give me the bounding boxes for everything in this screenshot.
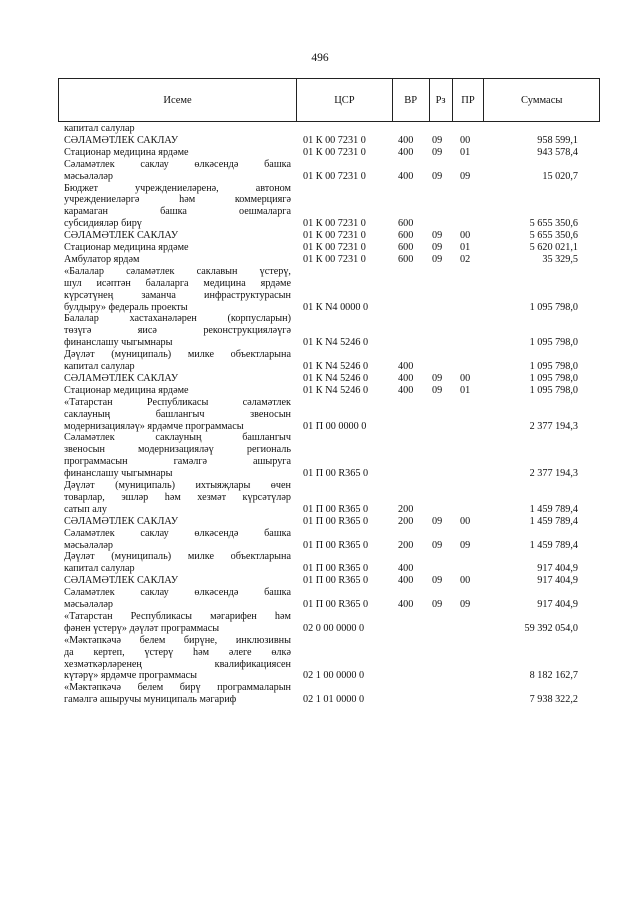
word: башлангыч	[155, 408, 205, 420]
row-vr: 200	[398, 539, 414, 551]
row-name-line: Стационар медицина ярдәме	[64, 146, 189, 158]
row-vr: 400	[398, 170, 414, 182]
row-rz: 09	[432, 134, 443, 146]
row-csr: 01 П 00 R365 0	[303, 599, 369, 610]
word: мәгарифен	[210, 610, 257, 622]
word: өлкә	[271, 646, 291, 658]
word: гамәлгә	[173, 456, 208, 468]
row-name-line	[64, 290, 291, 302]
row-pr: 01	[460, 384, 471, 396]
row-csr: 01 П 00 0000 0	[303, 420, 367, 432]
word: хезмәт	[197, 491, 227, 503]
word: өчен	[270, 480, 291, 491]
row-vr: 600	[398, 253, 414, 265]
word: кертеп,	[93, 646, 125, 658]
word: ашыруга	[253, 456, 291, 468]
word: үстерү,	[259, 265, 291, 277]
row-sum: 59 392 054,0	[524, 622, 578, 634]
word: шул	[64, 277, 82, 289]
row-name-line	[64, 313, 291, 325]
word: сәламәтлек	[242, 396, 291, 408]
row-name-line	[64, 528, 291, 540]
row-csr: 01 К N4 5246 0	[303, 337, 369, 349]
word: хастаханәләрен	[129, 313, 197, 325]
row-csr: 01 К 00 7231 0	[303, 230, 366, 242]
word: автоном	[255, 182, 291, 194]
header-vr: ВР	[393, 79, 430, 121]
row-vr: 400	[398, 599, 414, 610]
row-name-line: Стационар медицина ярдәме	[64, 242, 189, 253]
word: башка	[160, 206, 187, 218]
row-pr: 01	[460, 242, 471, 253]
word: башка	[264, 587, 291, 599]
row-csr: 01 К N4 0000 0	[303, 301, 369, 313]
row-csr: 02 1 01 0000 0	[303, 694, 365, 706]
word: өлкәсендә	[194, 158, 239, 170]
row-name-line: субсидияләр бирү	[64, 218, 142, 230]
row-csr: 01 К N4 5246 0	[303, 384, 369, 396]
row-name-line: СӘЛАМӘТЛЕК САКЛАУ	[64, 230, 179, 242]
word: һәм	[179, 194, 196, 206]
row-pr: 00	[460, 372, 471, 384]
row-sum: 1 095 798,0	[529, 372, 578, 384]
row-sum: 1 459 789,4	[529, 515, 578, 527]
word: өлкәсендә	[194, 587, 239, 599]
row-name-line: мәсьәләләр	[64, 539, 113, 551]
row-sum: 5 655 350,6	[529, 218, 578, 230]
word: Республикасы	[130, 610, 193, 622]
row-pr: 00	[460, 230, 471, 242]
word: квалификациясен	[214, 658, 291, 670]
row-name-line	[64, 159, 291, 171]
word: башка	[264, 527, 291, 539]
word: ихтыяҗлары	[195, 480, 251, 491]
header-sum: Суммасы	[520, 94, 563, 106]
row-vr: 400	[398, 361, 414, 372]
row-sum: 1 459 789,4	[529, 503, 578, 515]
row-csr: 01 П 00 R365 0	[303, 539, 369, 551]
row-name-line	[64, 647, 291, 659]
row-pr: 00	[460, 575, 471, 587]
row-name-line: модернизацияләү» ярдәмче программасы	[64, 420, 244, 432]
word: звеносын	[250, 408, 291, 420]
row-csr: 01 К 00 7231 0	[303, 218, 366, 230]
row-name-line: мәсьәләләр	[64, 170, 113, 182]
row-name-line	[64, 278, 291, 290]
row-name-line	[64, 587, 291, 599]
row-csr: 02 0 00 0000 0	[303, 622, 365, 634]
row-rz: 09	[432, 515, 443, 527]
row-name-line: капитал салулар	[64, 361, 135, 372]
row-vr: 400	[398, 384, 414, 396]
word: белем	[137, 682, 164, 694]
word: учреждениеләренә,	[134, 182, 219, 194]
word: яисә	[137, 325, 157, 337]
word: (корпусларын)	[227, 313, 291, 325]
row-name-line	[64, 397, 291, 409]
row-pr: 09	[460, 170, 471, 182]
row-name-line	[64, 611, 291, 623]
row-name-line	[64, 266, 291, 278]
row-sum: 917 404,9	[537, 575, 578, 587]
word: саклау	[140, 587, 169, 599]
row-name-line: капитал салулар	[64, 563, 135, 575]
word: программасын	[64, 456, 128, 468]
row-vr: 600	[398, 242, 414, 253]
word: инфраструктурасын	[204, 289, 291, 301]
row-csr: 01 П 00 R365 0	[303, 515, 369, 527]
word: саклау	[140, 527, 169, 539]
row-rz: 09	[432, 242, 443, 253]
word: эшләр	[121, 491, 149, 503]
row-pr: 09	[460, 539, 471, 551]
word: бирүне,	[183, 634, 218, 646]
row-pr: 00	[460, 134, 471, 146]
row-pr: 00	[460, 515, 471, 527]
row-name-line	[64, 432, 291, 444]
word: модернизацияләү	[137, 444, 214, 456]
word: оешмаларга	[239, 206, 291, 218]
row-csr: 02 1 00 0000 0	[303, 670, 365, 682]
row-sum: 917 404,9	[537, 599, 578, 610]
row-vr: 400	[398, 372, 414, 384]
row-rz: 09	[432, 575, 443, 587]
word: Сәламәтлек	[64, 158, 115, 170]
row-name-line	[64, 456, 291, 468]
row-name-line: финанслашу чыгымнары	[64, 337, 173, 349]
word: һәм	[164, 491, 181, 503]
row-name-line	[64, 194, 291, 206]
row-name-line	[64, 206, 291, 218]
word: (муниципаль)	[111, 349, 172, 361]
row-name-line: гамәлгә ашыручы муниципаль мәгариф	[64, 694, 237, 706]
word: әлеге	[228, 646, 252, 658]
row-name-line	[64, 551, 291, 563]
header-name: Исеме	[59, 79, 297, 121]
word: учреждениеләргә	[64, 194, 140, 206]
word: саклауның	[155, 432, 202, 444]
row-csr: 01 К 00 7231 0	[303, 134, 366, 146]
row-sum: 943 578,4	[537, 146, 578, 158]
word: милке	[187, 551, 215, 563]
row-pr: 02	[460, 253, 471, 265]
word: «Балалар	[64, 265, 104, 277]
row-vr: 400	[398, 575, 414, 587]
word: объектларына	[230, 551, 291, 563]
word: «Мәктәпкәчә	[64, 634, 122, 646]
header-pr: ПР	[453, 79, 485, 121]
word: Балалар	[64, 313, 99, 325]
word: заманча	[141, 289, 176, 301]
row-csr: 01 П 00 R365 0	[303, 503, 369, 515]
word: «Татарстан	[64, 396, 113, 408]
word: башлангыч	[242, 432, 291, 444]
row-csr: 01 К N4 5246 0	[303, 372, 369, 384]
row-name-line: сатып алу	[64, 503, 107, 515]
row-name-line: капитал салулар	[64, 123, 135, 134]
row-vr: 400	[398, 146, 414, 158]
row-rz: 09	[432, 384, 443, 396]
word: Республикасы	[146, 396, 209, 408]
row-csr: 01 П 00 R365 0	[303, 468, 369, 480]
row-name-line	[64, 183, 291, 195]
row-name-line: финанслашу чыгымнары	[64, 468, 173, 480]
row-name-line: күтәрү» ярдәмче программасы	[64, 670, 197, 682]
word: «Татарстан	[64, 610, 113, 622]
word: региональ	[246, 444, 291, 456]
row-name-line: СӘЛАМӘТЛЕК САКЛАУ	[64, 134, 179, 146]
row-csr: 01 К 00 7231 0	[303, 170, 366, 182]
row-sum: 35 329,5	[542, 253, 578, 265]
word: объектларына	[230, 349, 291, 361]
row-vr: 400	[398, 134, 414, 146]
word: Дәүләт	[64, 349, 95, 361]
row-vr: 200	[398, 515, 414, 527]
word: үстерү	[144, 646, 174, 658]
row-vr: 200	[398, 503, 414, 515]
word: төзүгә	[64, 325, 92, 337]
row-name-line	[64, 492, 291, 504]
row-csr: 01 П 00 R365 0	[303, 563, 369, 575]
word: милке	[187, 349, 215, 361]
word: карамаган	[64, 206, 108, 218]
row-sum: 15 020,7	[542, 170, 578, 182]
word: коммерциягә	[234, 194, 291, 206]
row-sum: 1 095 798,0	[529, 361, 578, 372]
row-sum: 5 655 350,6	[529, 230, 578, 242]
row-pr: 01	[460, 146, 471, 158]
word: Дәүләт	[64, 480, 95, 491]
row-rz: 09	[432, 170, 443, 182]
row-name-line: Амбулатор ярдәм	[64, 253, 140, 265]
word: ярдәме	[260, 277, 291, 289]
word: хезмәткәрләренең	[64, 658, 142, 670]
header-csr: ЦСР	[297, 79, 393, 121]
word: инклюзивны	[235, 634, 291, 646]
row-rz: 09	[432, 230, 443, 242]
row-sum: 7 938 322,2	[529, 694, 578, 706]
word: күрсәтүләр	[242, 491, 291, 503]
row-name-line	[64, 659, 291, 671]
row-name-line	[64, 349, 291, 361]
row-name-line	[64, 409, 291, 421]
word: өлкәсендә	[194, 527, 239, 539]
word: Сәламәтлек	[64, 527, 115, 539]
word: бирү	[179, 682, 201, 694]
word: һәм	[274, 610, 291, 622]
row-sum: 5 620 021,1	[529, 242, 578, 253]
word: белем	[139, 634, 166, 646]
word: Бюджет	[64, 182, 99, 194]
word: һәм	[193, 646, 210, 658]
row-name-line: фәнен үстерү» дәүләт программасы	[64, 622, 220, 634]
word: Сәламәтлек	[64, 432, 115, 444]
word: звеносын	[64, 444, 105, 456]
row-name-line	[64, 635, 291, 647]
row-rz: 09	[432, 599, 443, 610]
row-vr: 600	[398, 230, 414, 242]
row-csr: 01 П 00 R365 0	[303, 575, 369, 587]
row-name-line: Стационар медицина ярдәме	[64, 384, 189, 396]
row-rz: 09	[432, 372, 443, 384]
word: программаларын	[217, 682, 291, 694]
row-name-line: мәсьәләләр	[64, 599, 113, 610]
row-csr: 01 К N4 5246 0	[303, 361, 369, 372]
word: саклавын	[196, 265, 238, 277]
row-name-line: СӘЛАМӘТЛЕК САКЛАУ	[64, 575, 179, 587]
row-csr: 01 К 00 7231 0	[303, 253, 366, 265]
word: саклау	[140, 158, 169, 170]
row-name-line	[64, 444, 291, 456]
word: Дәүләт	[64, 551, 95, 563]
row-sum: 1 095 798,0	[529, 384, 578, 396]
page-number: 496	[311, 52, 329, 64]
row-rz: 09	[432, 539, 443, 551]
word: сәламәтлек	[126, 265, 175, 277]
word: «Мәктәпкәчә	[64, 682, 122, 694]
row-sum: 1 095 798,0	[529, 301, 578, 313]
word: башка	[264, 158, 291, 170]
row-sum: 917 404,9	[537, 563, 578, 575]
word: (муниципаль)	[115, 480, 176, 491]
row-pr: 09	[460, 599, 471, 610]
row-name-line	[64, 682, 291, 694]
header-rz: Рз	[430, 79, 453, 121]
row-vr: 600	[398, 218, 414, 230]
row-sum: 1 459 789,4	[529, 539, 578, 551]
word: медицина	[203, 277, 246, 289]
word: товарлар,	[64, 491, 105, 503]
word: (муниципаль)	[111, 551, 172, 563]
word: реконструкцияләүгә	[203, 325, 291, 337]
row-rz: 09	[432, 253, 443, 265]
row-rz: 09	[432, 146, 443, 158]
word: күрсәтүнең	[64, 289, 114, 301]
word: да	[64, 646, 74, 658]
row-name-line: СӘЛАМӘТЛЕК САКЛАУ	[64, 515, 179, 527]
row-name-line: булдыру» федераль проекты	[64, 301, 188, 313]
word: исәптән	[96, 277, 131, 289]
row-vr: 400	[398, 563, 414, 575]
row-sum: 1 095 798,0	[529, 337, 578, 349]
row-sum: 2 377 194,3	[529, 468, 578, 480]
row-name-line: СӘЛАМӘТЛЕК САКЛАУ	[64, 372, 179, 384]
row-sum: 2 377 194,3	[529, 420, 578, 432]
row-sum: 958 599,1	[537, 134, 578, 146]
row-sum: 8 182 162,7	[529, 670, 578, 682]
row-name-line	[64, 325, 291, 337]
row-csr: 01 К 00 7231 0	[303, 242, 366, 253]
row-csr: 01 К 00 7231 0	[303, 146, 366, 158]
word: балаларга	[145, 277, 189, 289]
word: саклауның	[64, 408, 111, 420]
row-name-line	[64, 480, 291, 492]
word: Сәламәтлек	[64, 587, 115, 599]
